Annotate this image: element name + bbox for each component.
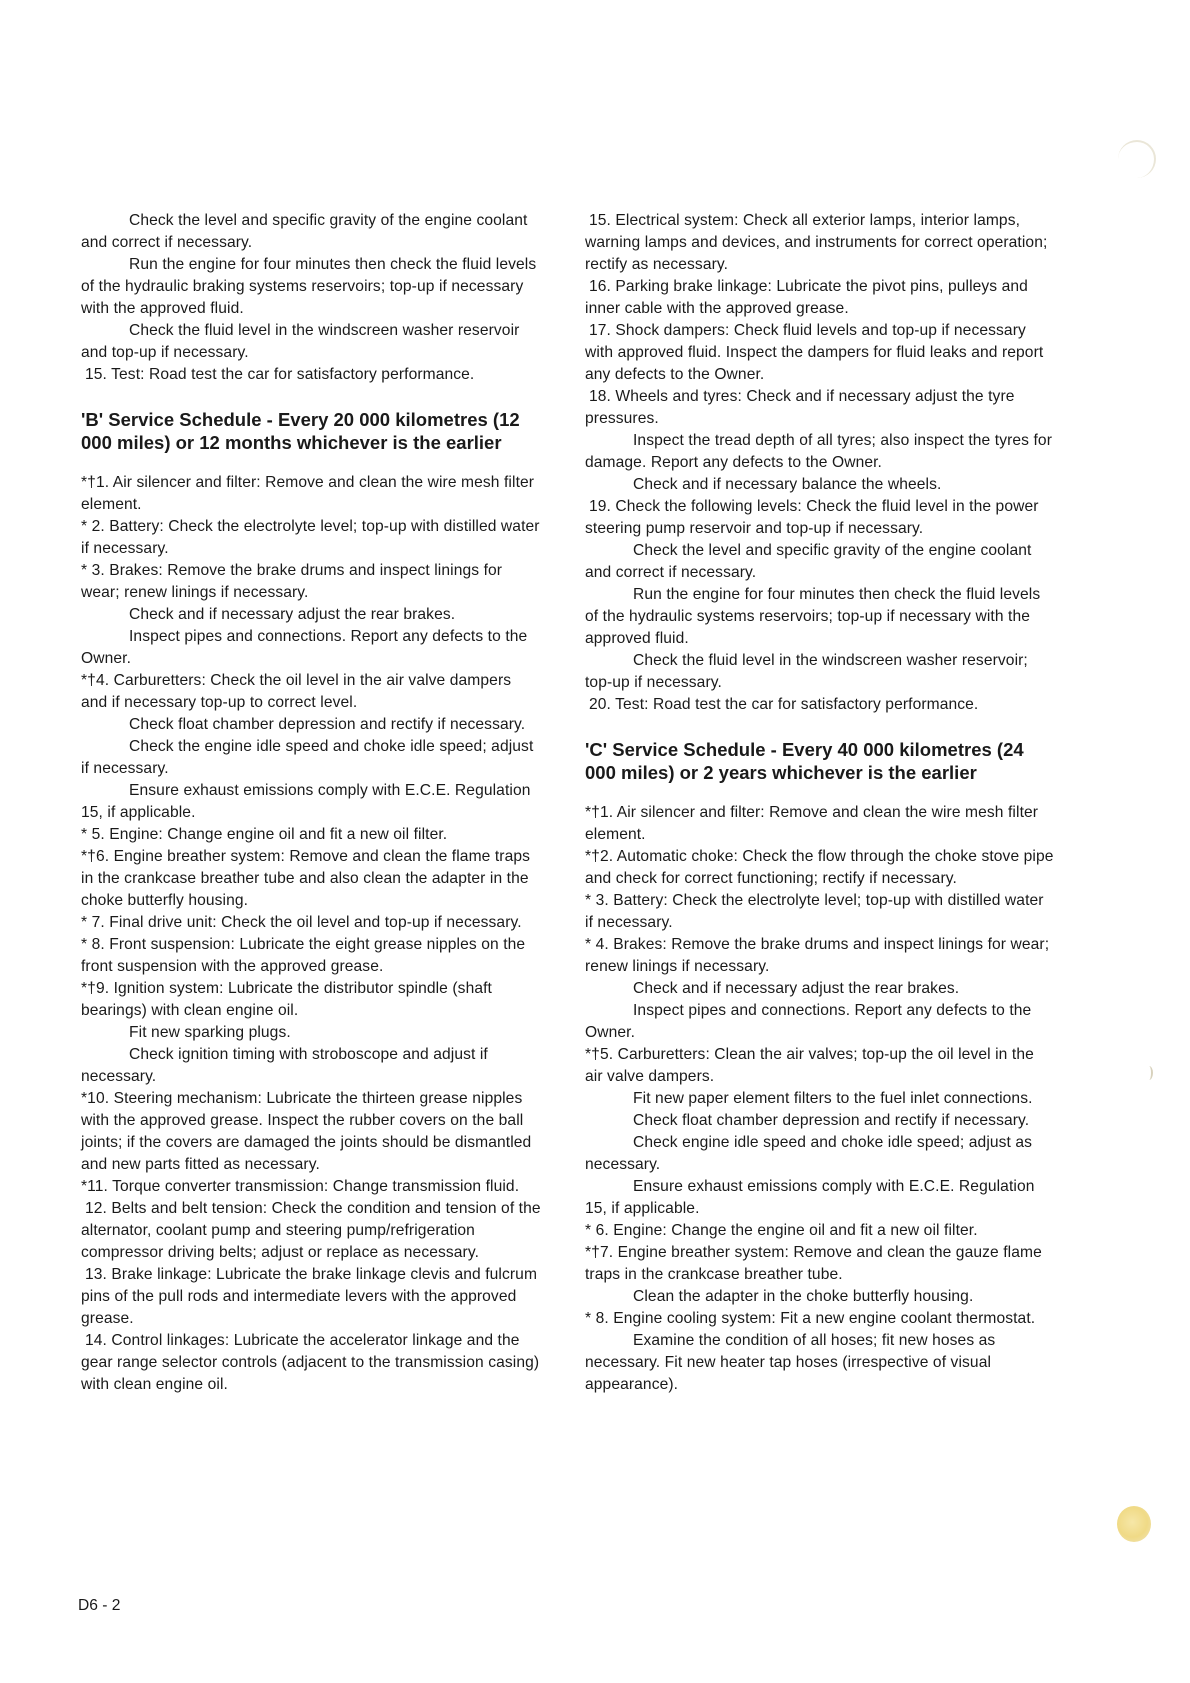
schedule-item-b1: *†1. Air silencer and filter: Remove and clean the wire mesh filter element. xyxy=(81,474,535,513)
schedule-item-r20: 20. Test: Road test the car for satisfactory performance. xyxy=(589,696,979,713)
schedule-item-b4c: Ensure exhaust emissions comply with E.C.E. Regulation 15, if applicable. xyxy=(81,782,531,821)
schedule-item-c2: *†2. Automatic choke: Check the flow through the choke stove pipe and check for correct functioning; rectify if necessary. xyxy=(585,848,1054,887)
schedule-item-c6: * 6. Engine: Change the engine oil and fit a new oil filter. xyxy=(585,1222,978,1239)
schedule-item-b5: * 5. Engine: Change engine oil and fit a new oil filter. xyxy=(81,826,448,843)
schedule-item-c8: * 8. Engine cooling system: Fit a new engine coolant thermostat. xyxy=(585,1310,1036,1327)
schedule-item-l4: 15. Test: Road test the car for satisfactory performance. xyxy=(85,366,475,383)
schedule-item-l3: Check the fluid level in the windscreen washer reservoir and top-up if necessary. xyxy=(81,322,520,361)
schedule-item-r19c: Check the fluid level in the windscreen washer reservoir; top-up if necessary. xyxy=(585,652,1028,691)
schedule-item-r18b: Check and if necessary balance the wheels. xyxy=(633,476,942,493)
schedule-item-b3: * 3. Brakes: Remove the brake drums and inspect linings for wear; renew linings if necessary. xyxy=(81,562,503,601)
schedule-item-b13: 13. Brake linkage: Lubricate the brake linkage clevis and fulcrum pins of the pull rods and intermediate levers with the approved grease. xyxy=(81,1266,538,1327)
schedule-item-c4a: Check and if necessary adjust the rear brakes. xyxy=(633,980,960,997)
schedule-item-b4b: Check the engine idle speed and choke idle speed; adjust if necessary. xyxy=(81,738,534,777)
schedule-item-l1: Check the level and specific gravity of the engine coolant and correct if necessary. xyxy=(81,212,528,251)
schedule-item-b7: * 7. Final drive unit: Check the oil level and top-up if necessary. xyxy=(81,914,522,931)
page-number: D6 - 2 xyxy=(78,1597,121,1614)
schedule-item-r16: 16. Parking brake linkage: Lubricate the pivot pins, pulleys and inner cable with the approved grease. xyxy=(585,278,1028,317)
schedule-item-r19: 19. Check the following levels: Check the fluid level in the power steering pump reservoir and top-up if necessary. xyxy=(585,498,1039,537)
schedule-item-b4: *†4. Carburetters: Check the oil level in the air valve dampers and if necessary top-up to correct level. xyxy=(81,672,512,711)
schedule-item-r17: 17. Shock dampers: Check fluid levels and top-up if necessary with approved fluid. Inspect the dampers for fluid leaks and report any defects to the Owner. xyxy=(585,322,1044,383)
schedule-item-c5: *†5. Carburetters: Clean the air valves; top-up the oil level in the air valve dampers. xyxy=(585,1046,1034,1085)
schedule-item-c5a: Fit new paper element filters to the fuel inlet connections. xyxy=(633,1090,1033,1107)
schedule-item-c1: *†1. Air silencer and filter: Remove and clean the wire mesh filter element. xyxy=(585,804,1039,843)
schedule-item-r19b: Run the engine for four minutes then check the fluid levels of the hydraulic systems reservoirs; top-up if necessary with the approved fluid. xyxy=(585,586,1041,647)
section-heading: 'C' Service Schedule - Every 40 000 kilometres (24 000 miles) or 2 years whichever is the earlier xyxy=(585,739,1024,783)
schedule-item-b4a: Check float chamber depression and rectify if necessary. xyxy=(129,716,526,733)
section-heading: 'B' Service Schedule - Every 20 000 kilometres (12 000 miles) or 12 months whichever is the earlier xyxy=(81,409,520,453)
schedule-item-c7a: Clean the adapter in the choke butterfly housing. xyxy=(633,1288,974,1305)
schedule-item-b6: *†6. Engine breather system: Remove and clean the flame traps in the crankcase breather tube and also clean the adapter in the choke butterfly housing. xyxy=(81,848,531,909)
scan-tick-mark xyxy=(1145,1066,1153,1080)
schedule-item-b9: *†9. Ignition system: Lubricate the distributor spindle (shaft bearings) with clean engine oil. xyxy=(81,980,492,1019)
schedule-item-c5c: Check engine idle speed and choke idle speed; adjust as necessary. xyxy=(585,1134,1033,1173)
schedule-item-c4: * 4. Brakes: Remove the brake drums and inspect linings for wear; renew linings if necessary. xyxy=(585,936,1050,975)
schedule-item-c5b: Check float chamber depression and rectify if necessary. xyxy=(633,1112,1030,1129)
schedule-item-b12: 12. Belts and belt tension: Check the condition and tension of the alternator, coolant pump and steering pump/refrigeration compressor driving belts; adjust or replace as necessary. xyxy=(81,1200,541,1261)
schedule-item-b14: 14. Control linkages: Lubricate the accelerator linkage and the gear range selector controls (adjacent to the transmission casing) with clean engine oil. xyxy=(81,1332,540,1393)
schedule-item-b2: * 2. Battery: Check the electrolyte level; top-up with distilled water if necessary. xyxy=(81,518,540,557)
schedule-item-c7: *†7. Engine breather system: Remove and clean the gauze flame traps in the crankcase breather tube. xyxy=(585,1244,1042,1283)
left-column xyxy=(81,210,541,1396)
schedule-item-c4b: Inspect pipes and connections. Report any defects to the Owner. xyxy=(585,1002,1032,1041)
scan-edge-mark xyxy=(1118,140,1156,178)
schedule-item-c8a: Examine the condition of all hoses; fit new hoses as necessary. Fit new heater tap hoses (irrespective of visual appearance). xyxy=(585,1332,996,1393)
schedule-item-b8: * 8. Front suspension: Lubricate the eight grease nipples on the front suspension with the approved grease. xyxy=(81,936,526,975)
schedule-item-b3a: Check and if necessary adjust the rear brakes. xyxy=(129,606,456,623)
schedule-item-b3b: Inspect pipes and connections. Report any defects to the Owner. xyxy=(81,628,528,667)
schedule-item-c5d: Ensure exhaust emissions comply with E.C.E. Regulation 15, if applicable. xyxy=(585,1178,1035,1217)
schedule-item-b10: *10. Steering mechanism: Lubricate the thirteen grease nipples with the approved grease. Inspect the rubber covers on the ball joints; if the covers are damaged the joints should be dismantled and new parts fitted as necessary. xyxy=(81,1090,532,1173)
right-column xyxy=(585,210,1055,1396)
schedule-item-b11: *11. Torque converter transmission: Change transmission fluid. xyxy=(81,1178,520,1195)
schedule-item-r18a: Inspect the tread depth of all tyres; also inspect the tyres for damage. Report any defects to the Owner. xyxy=(585,432,1052,471)
schedule-item-r15: 15. Electrical system: Check all exterior lamps, interior lamps, warning lamps and devices, and instruments for correct operation; rectify as necessary. xyxy=(585,212,1048,273)
schedule-item-r18: 18. Wheels and tyres: Check and if necessary adjust the tyre pressures. xyxy=(585,388,1015,427)
paper-stain xyxy=(1117,1506,1151,1542)
schedule-item-c3: * 3. Battery: Check the electrolyte level; top-up with distilled water if necessary. xyxy=(585,892,1044,931)
schedule-item-b9b: Check ignition timing with stroboscope and adjust if necessary. xyxy=(81,1046,488,1085)
schedule-item-r19a: Check the level and specific gravity of the engine coolant and correct if necessary. xyxy=(585,542,1032,581)
schedule-item-l2: Run the engine for four minutes then check the fluid levels of the hydraulic braking systems reservoirs; top-up if necessary with the approved fluid. xyxy=(81,256,537,317)
schedule-item-b9a: Fit new sparking plugs. xyxy=(129,1024,291,1041)
